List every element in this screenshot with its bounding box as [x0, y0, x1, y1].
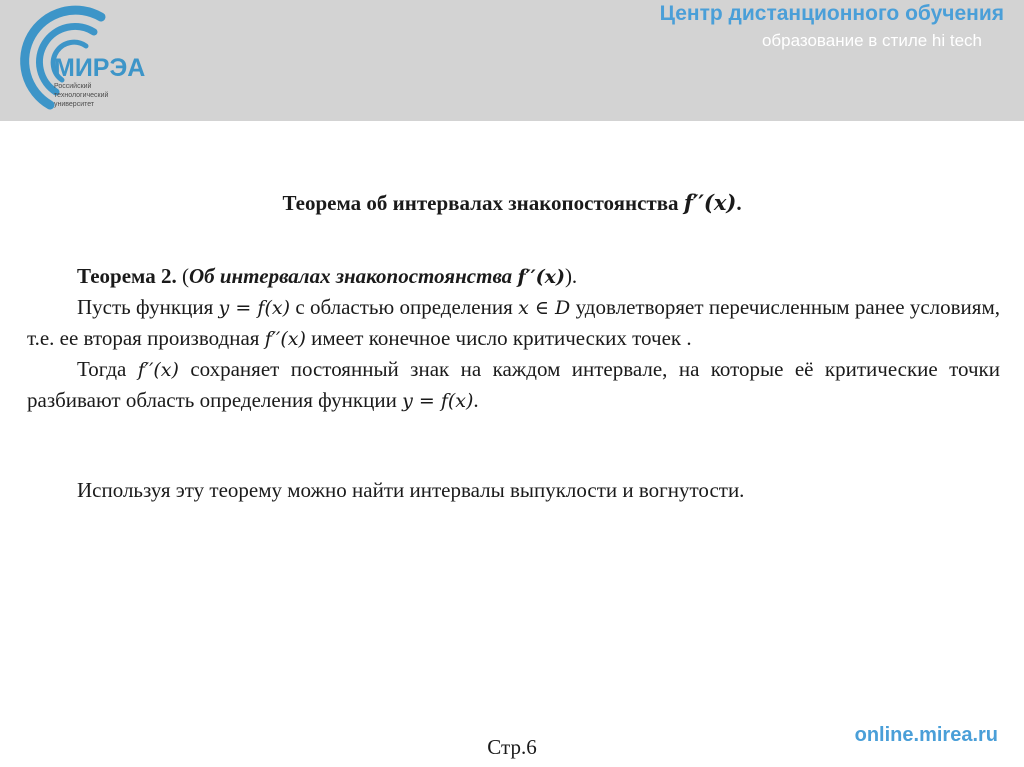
slide-title — [0, 190, 1024, 216]
p1-text-b: с областью определения — [290, 295, 519, 319]
logo-name: МИРЭА — [54, 54, 146, 82]
slide-header — [0, 0, 1024, 121]
slide-title-math: 𝒇′′(𝒙) — [683, 190, 737, 215]
logo-caption-line-1: Российский — [54, 83, 92, 90]
slide-title-text: Теорема об интервалах знакопостоянства — [282, 191, 684, 215]
brand-subtitle: образование в стиле hi tech — [761, 31, 982, 50]
page-number: Стр.6 — [487, 735, 537, 759]
theorem-heading — [27, 261, 1000, 292]
theorem-paragraph-2 — [27, 354, 1000, 416]
mirea-logo — [6, 2, 196, 118]
conclusion-text: Используя эту теорему можно найти интервалы выпуклости и вогнутости. — [77, 478, 745, 502]
p1-text-d: имеет конечное число критических точек . — [305, 326, 692, 350]
theorem-name-math: 𝒇′′(𝒙) — [517, 266, 565, 288]
p1-math-derivative: f′′(x) — [264, 328, 306, 350]
theorem-close-paren: ). — [564, 264, 578, 288]
p2-text-a: Тогда — [77, 357, 138, 381]
p1-text-c: удовлетворяет перечисленным ранее условиям, т.е. ее вторая производная — [27, 295, 1000, 350]
p2-math-function: y = f(x) — [402, 390, 474, 412]
theorem-open-paren: ( — [176, 264, 189, 288]
site-link[interactable]: online.mirea.ru — [854, 724, 998, 746]
p1-text-a: Пусть функция — [77, 295, 219, 319]
theorem-block — [27, 261, 1000, 416]
p2-text-c: . — [473, 388, 479, 412]
p2-math-derivative: f′′(x) — [137, 359, 179, 381]
logo-caption-line-2: технологический — [54, 92, 109, 99]
logo-caption-line-3: университет — [54, 101, 95, 108]
slide-title-end: . — [736, 191, 742, 215]
p1-math-domain: x ∈ D — [518, 297, 571, 319]
brand-title: Центр дистанционного обучения — [659, 2, 1004, 25]
p2-text-b: сохраняет постоянный знак на каждом интервале, на которые её критические точки разбивают область определения функции — [27, 357, 1000, 412]
theorem-paragraph-1 — [27, 292, 1000, 354]
theorem-label: Теорема 2. — [77, 264, 177, 288]
p1-math-function: y = f(x) — [218, 297, 290, 319]
theorem-name: Об интервалах знакопостоянства — [188, 264, 518, 288]
